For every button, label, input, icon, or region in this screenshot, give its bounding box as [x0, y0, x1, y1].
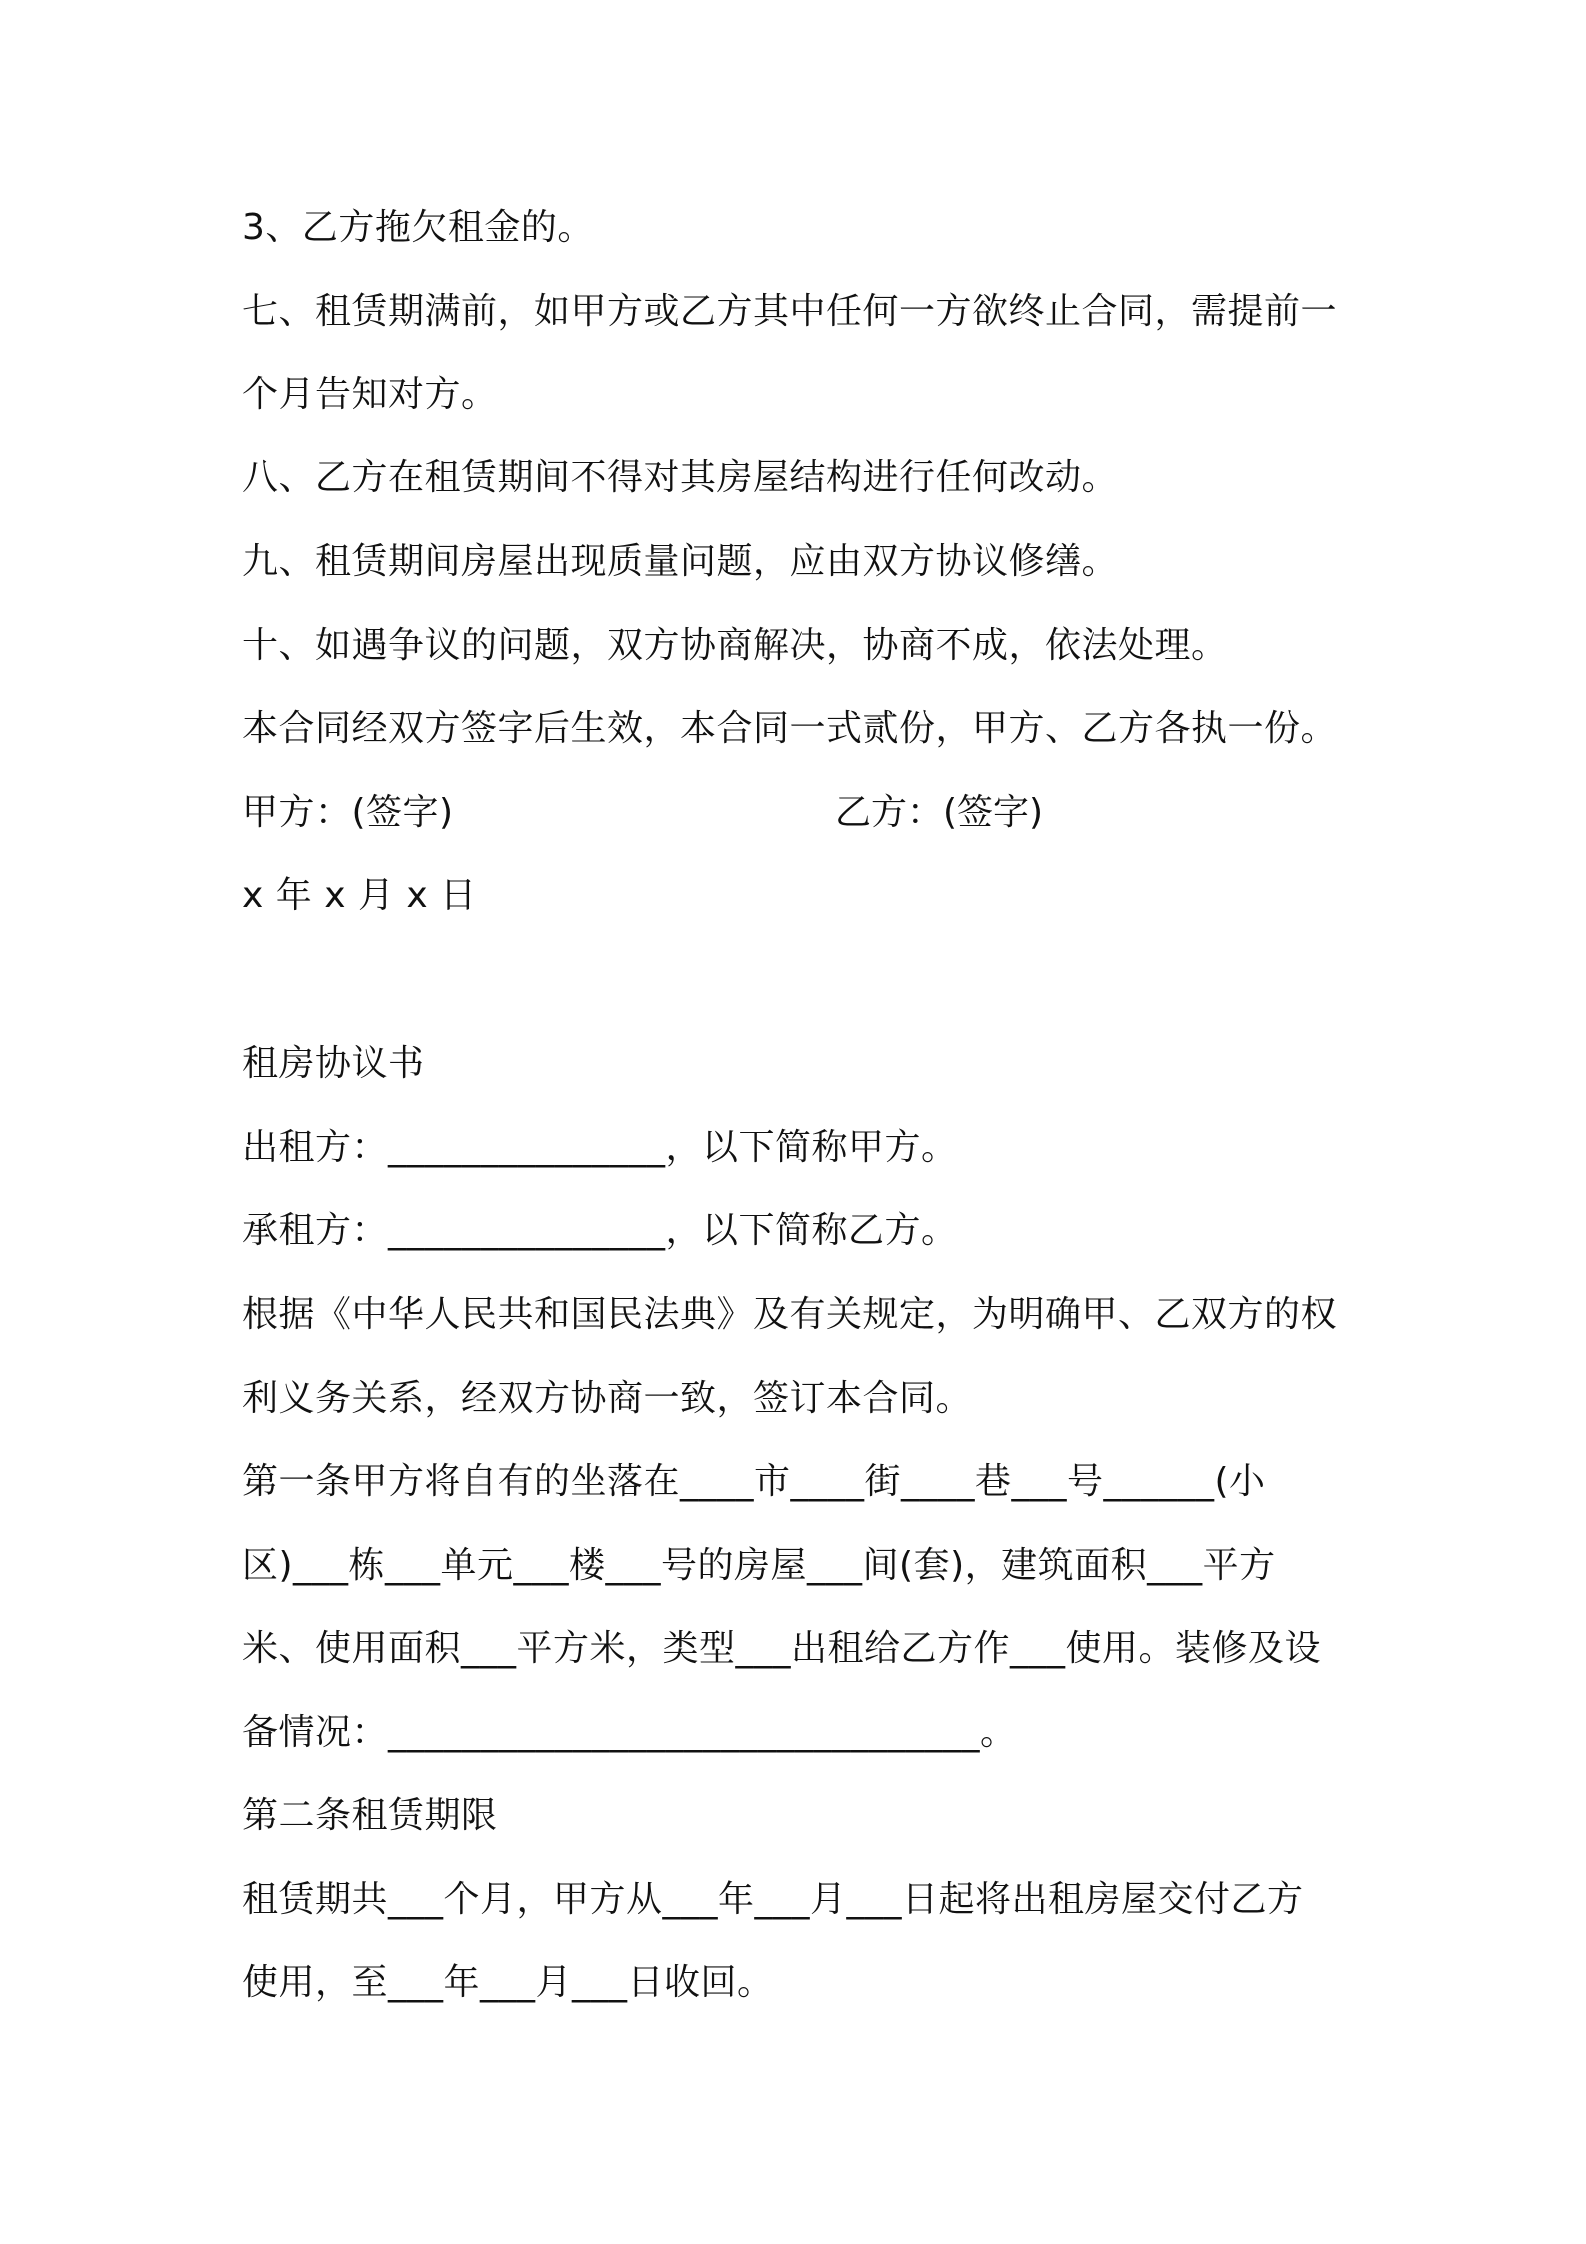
effective-clause: 本合同经双方签字后生效，本合同一式贰份，甲方、乙方各执一份。	[242, 708, 1338, 749]
date-line: x 年 x 月 x 日	[242, 875, 477, 916]
article-one-line-3: 米、使用面积___平方米，类型___出租给乙方作___使用。装修及设	[242, 1628, 1322, 1669]
article-one-line-2: 区)___栋___单元___楼___号的房屋___间(套)，建筑面积___平方	[242, 1545, 1276, 1586]
article-two-title: 第二条租赁期限	[242, 1795, 498, 1836]
agreement-title: 租房协议书	[242, 1043, 425, 1084]
basis-line-1: 根据《中华人民共和国民法典》及有关规定，为明确甲、乙双方的权	[242, 1294, 1338, 1335]
clause-seven-line-2: 个月告知对方。	[242, 374, 498, 415]
signature-party-b: 乙方：(签字)	[835, 792, 1044, 833]
clause-nine: 九、租赁期间房屋出现质量问题，应由双方协议修缮。	[242, 541, 1119, 582]
basis-line-2: 利义务关系，经双方协商一致，签订本合同。	[242, 1378, 973, 1419]
signature-party-a: 甲方：(签字)	[242, 792, 454, 833]
lessee-line: 承租方：_______________，以下简称乙方。	[242, 1210, 958, 1251]
clause-ten: 十、如遇争议的问题，双方协商解决，协商不成，依法处理。	[242, 625, 1228, 666]
article-one-line-4: 备情况：________________________________。	[242, 1712, 1017, 1753]
lessor-line: 出租方：_______________，以下简称甲方。	[242, 1127, 958, 1168]
clause-seven-line-1: 七、租赁期满前，如甲方或乙方其中任何一方欲终止合同，需提前一	[242, 291, 1338, 332]
article-two-line-1: 租赁期共___个月，甲方从___年___月___日起将出租房屋交付乙方	[242, 1879, 1304, 1920]
clause-eight: 八、乙方在租赁期间不得对其房屋结构进行任何改动。	[242, 457, 1119, 498]
article-one-line-1: 第一条甲方将自有的坐落在____市____街____巷___号______(小	[242, 1461, 1266, 1502]
article-two-line-2: 使用，至___年___月___日收回。	[242, 1962, 774, 2003]
clause-line: 3、乙方拖欠租金的。	[242, 207, 594, 248]
